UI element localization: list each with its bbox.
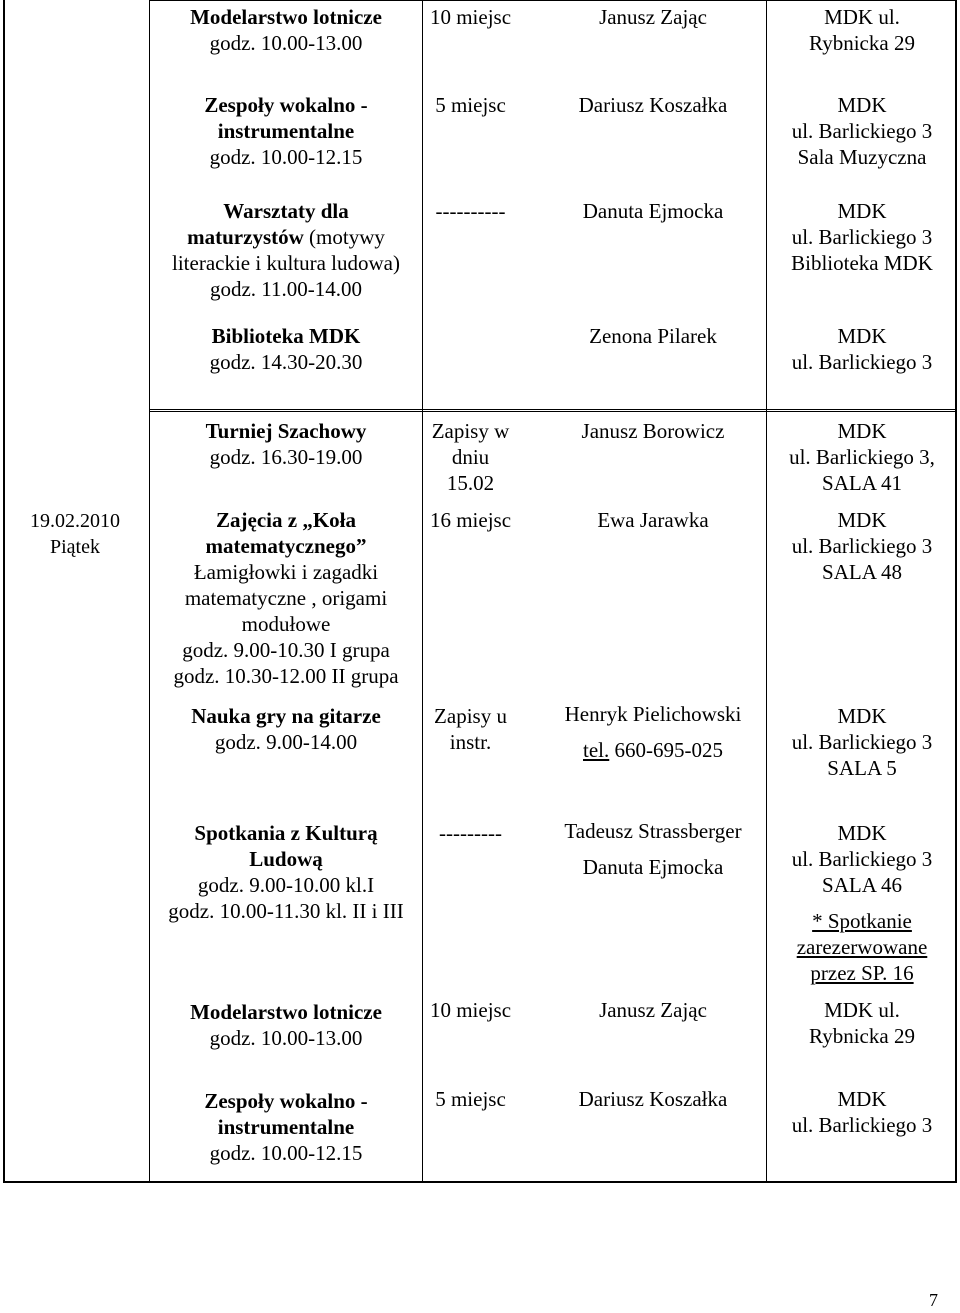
location-cell <box>767 323 957 375</box>
phone-number: 660-695-025 <box>609 738 723 762</box>
places-text: Zapisy w <box>431 419 510 443</box>
places-cell <box>423 92 518 118</box>
event-time: godz. 16.30-19.00 <box>209 445 363 469</box>
places-cell <box>423 4 518 30</box>
leader-cell <box>540 198 766 224</box>
places-cell <box>423 1086 518 1112</box>
places-text: instr. <box>449 730 492 754</box>
event-title: Zespoły wokalno - <box>204 1089 368 1113</box>
location-cell <box>767 4 957 56</box>
event-title: Modelarstwo lotnicze <box>190 5 382 29</box>
reservation-note: przez SP. 16 <box>810 961 914 985</box>
leader-name: Janusz Borowicz <box>581 419 725 443</box>
event-title-cont: Ludową <box>249 847 323 871</box>
leader-cell <box>540 4 766 30</box>
event-title: Biblioteka MDK <box>211 324 361 348</box>
event-title-cont: instrumentalne <box>217 1115 355 1139</box>
leader-name: Dariusz Koszałka <box>578 93 728 117</box>
event-cell <box>150 92 422 170</box>
leader-cell <box>540 323 766 349</box>
leader-name: Zenona Pilarek <box>589 324 717 348</box>
location-cell <box>767 703 957 781</box>
page-number: 7 <box>929 1290 938 1310</box>
event-cell <box>150 198 422 302</box>
location-line: Biblioteka MDK <box>791 251 933 275</box>
day-date: 19.02.2010 <box>30 510 120 532</box>
phone-label: tel. <box>583 738 610 762</box>
places-text: 15.02 <box>446 471 495 495</box>
event-time: godz. 14.30-20.30 <box>209 350 363 374</box>
places-text: Zapisy u <box>434 704 507 728</box>
location-line: MDK ul. <box>824 998 900 1022</box>
event-title-cont: maturzystów <box>187 225 304 249</box>
event-cell <box>150 507 422 689</box>
places-text: 10 miejsc <box>429 998 512 1022</box>
places-text: ---------- <box>435 199 506 223</box>
event-cell <box>150 820 422 924</box>
places-text: --------- <box>439 821 502 845</box>
event-time: godz. 9.00-14.00 <box>214 730 358 754</box>
event-cell <box>150 703 422 755</box>
event-cell <box>150 4 422 56</box>
event-detail: matematyczne , origami <box>184 586 388 610</box>
day-cell <box>5 508 145 560</box>
leader-name: Danuta Ejmocka <box>582 199 724 223</box>
leader-cell <box>540 1086 766 1112</box>
event-title: Modelarstwo lotnicze <box>190 1000 382 1024</box>
location-line: ul. Barlickiego 3 <box>791 119 933 143</box>
event-title: Zespoły wokalno - <box>204 93 368 117</box>
leader-name: Dariusz Koszałka <box>578 1087 728 1111</box>
location-line: Rybnicka 29 <box>809 31 915 55</box>
places-cell <box>423 820 518 846</box>
location-line: SALA 46 <box>822 873 902 897</box>
location-line: MDK <box>837 821 887 845</box>
leader-cell <box>540 997 766 1023</box>
location-line: MDK <box>837 419 887 443</box>
event-time: godz. 10.00-12.15 <box>209 1141 363 1165</box>
places-cell <box>423 997 518 1023</box>
location-cell <box>767 198 957 276</box>
leader-cell <box>540 418 766 444</box>
event-title-cont: instrumentalne <box>217 119 355 143</box>
places-text: 5 miejsc <box>435 1087 506 1111</box>
event-title: Zajęcia z „Koła <box>216 508 356 532</box>
leader-cell <box>540 92 766 118</box>
location-cell <box>767 507 957 585</box>
event-time: godz. 11.00-14.00 <box>209 277 363 301</box>
leader-name: Janusz Zając <box>599 5 707 29</box>
leader-cell <box>540 818 766 880</box>
event-detail: modułowe <box>241 612 331 636</box>
event-title: Spotkania z Kulturą <box>194 821 378 845</box>
event-subtitle: (motywy <box>303 225 385 249</box>
location-line: ul. Barlickiego 3 <box>791 730 933 754</box>
leader-name: Tadeusz Strassberger <box>564 819 742 843</box>
places-text: 5 miejsc <box>435 93 506 117</box>
location-line: MDK <box>837 93 887 117</box>
leader-name: Danuta Ejmocka <box>582 855 724 879</box>
event-cell <box>150 1088 422 1166</box>
places-cell <box>423 418 518 496</box>
event-cell <box>150 323 422 375</box>
event-detail: Łamigłowki i zagadki <box>193 560 379 584</box>
reservation-note: zarezerwowane <box>796 935 928 959</box>
places-text: dniu <box>451 445 490 469</box>
location-cell <box>767 997 957 1049</box>
event-time: godz. 10.30-12.00 II grupa <box>173 664 399 688</box>
location-line: ul. Barlickiego 3 <box>791 534 933 558</box>
location-cell <box>767 1086 957 1138</box>
location-line: Rybnicka 29 <box>809 1024 915 1048</box>
places-text: 10 miejsc <box>429 5 512 29</box>
day-weekday: Piątek <box>50 536 100 558</box>
location-line: ul. Barlickiego 3 <box>791 1113 933 1137</box>
location-line: ul. Barlickiego 3, <box>789 445 935 469</box>
location-line: SALA 41 <box>822 471 902 495</box>
location-line: Sala Muzyczna <box>797 145 927 169</box>
location-line: MDK ul. <box>824 5 900 29</box>
location-line: ul. Barlickiego 3 <box>791 225 933 249</box>
event-time: godz. 10.00-13.00 <box>209 31 363 55</box>
location-cell <box>767 418 957 496</box>
reservation-note: * Spotkanie <box>812 909 912 933</box>
leader-name: Ewa Jarawka <box>597 508 709 532</box>
location-line: MDK <box>837 324 887 348</box>
location-cell <box>767 820 957 986</box>
places-cell <box>423 198 518 224</box>
row-divider <box>149 0 957 1</box>
location-cell <box>767 92 957 170</box>
location-line: MDK <box>837 1087 887 1111</box>
location-line: SALA 5 <box>827 756 897 780</box>
event-cell <box>150 999 422 1051</box>
double-row-divider <box>149 409 957 412</box>
location-line: MDK <box>837 704 887 728</box>
event-cell <box>150 418 422 470</box>
event-time: godz. 10.00-11.30 kl. II i III <box>168 899 404 923</box>
places-cell <box>423 507 518 533</box>
event-time: godz. 10.00-12.15 <box>209 145 363 169</box>
leader-cell <box>540 701 766 763</box>
event-time: godz. 9.00-10.00 kl.I <box>197 873 375 897</box>
event-title: Turniej Szachowy <box>205 419 367 443</box>
location-line: ul. Barlickiego 3 <box>791 847 933 871</box>
event-time: godz. 10.00-13.00 <box>209 1026 363 1050</box>
event-time: godz. 9.00-10.30 I grupa <box>182 638 390 662</box>
location-line: MDK <box>837 199 887 223</box>
event-title: Nauka gry na gitarze <box>191 704 381 728</box>
leader-cell <box>540 507 766 533</box>
location-line: SALA 48 <box>822 560 902 584</box>
places-cell <box>423 703 518 755</box>
event-title: Warsztaty dla <box>223 199 349 223</box>
location-line: MDK <box>837 508 887 532</box>
leader-name: Henryk Pielichowski <box>564 702 742 726</box>
location-line: ul. Barlickiego 3 <box>791 350 933 374</box>
event-title-cont: matematycznego” <box>205 534 367 558</box>
event-detail: literackie i kultura ludowa) <box>172 251 400 275</box>
places-text: 16 miejsc <box>429 508 512 532</box>
leader-name: Janusz Zając <box>599 998 707 1022</box>
